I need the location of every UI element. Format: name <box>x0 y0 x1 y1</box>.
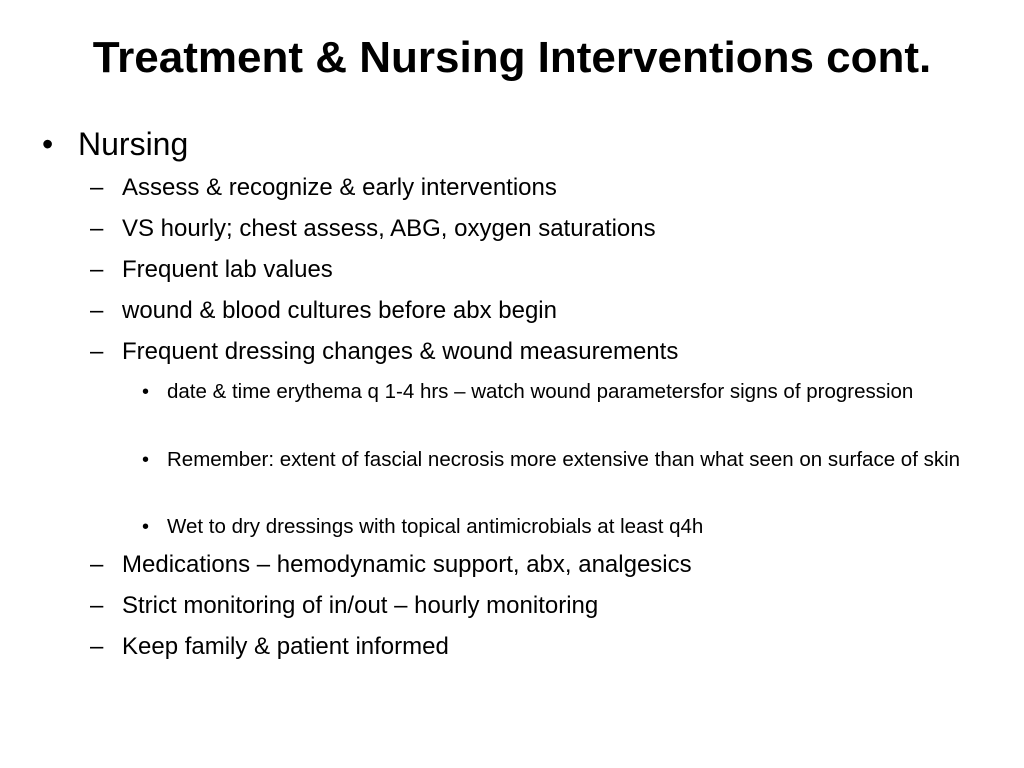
dash-marker: – <box>90 256 104 283</box>
list-item-text: Assess & recognize & early interventions <box>122 174 557 201</box>
sub-list-item-text: Remember: extent of fascial necrosis more extensive than what seen on surface of skin <box>167 448 961 471</box>
list-item-text: Frequent lab values <box>122 256 333 283</box>
sub-list-item-text: Wet to dry dressings with topical antimicrobials at least q4h <box>167 515 704 538</box>
sub-bullet-marker: • <box>142 381 150 403</box>
list-item-text: Nursing <box>78 126 189 162</box>
dash-marker: – <box>90 338 104 365</box>
dash-marker: – <box>90 633 104 660</box>
list-item-text: wound & blood cultures before abx begin <box>122 297 557 324</box>
bullet-marker: • <box>42 126 54 162</box>
list-item-text: VS hourly; chest assess, ABG, oxygen saturations <box>122 215 656 242</box>
sub-list-item-text: date & time erythema q 1-4 hrs – watch wound parametersfor signs of progression <box>167 380 914 403</box>
slide-title: Treatment & Nursing Interventions cont. <box>92 33 932 82</box>
dash-marker: – <box>90 297 104 324</box>
list-item-text: Strict monitoring of in/out – hourly monitoring <box>122 592 599 619</box>
dash-marker: – <box>90 215 104 242</box>
list-item-text: Keep family & patient informed <box>122 633 449 660</box>
sub-bullet-marker: • <box>142 449 150 471</box>
sub-bullet-marker: • <box>142 516 150 538</box>
dash-marker: – <box>90 551 104 578</box>
dash-marker: – <box>90 592 104 619</box>
list-item-text: Frequent dressing changes & wound measurements <box>122 338 679 365</box>
dash-marker: – <box>90 174 104 201</box>
list-item-text: Medications – hemodynamic support, abx, analgesics <box>122 551 692 578</box>
